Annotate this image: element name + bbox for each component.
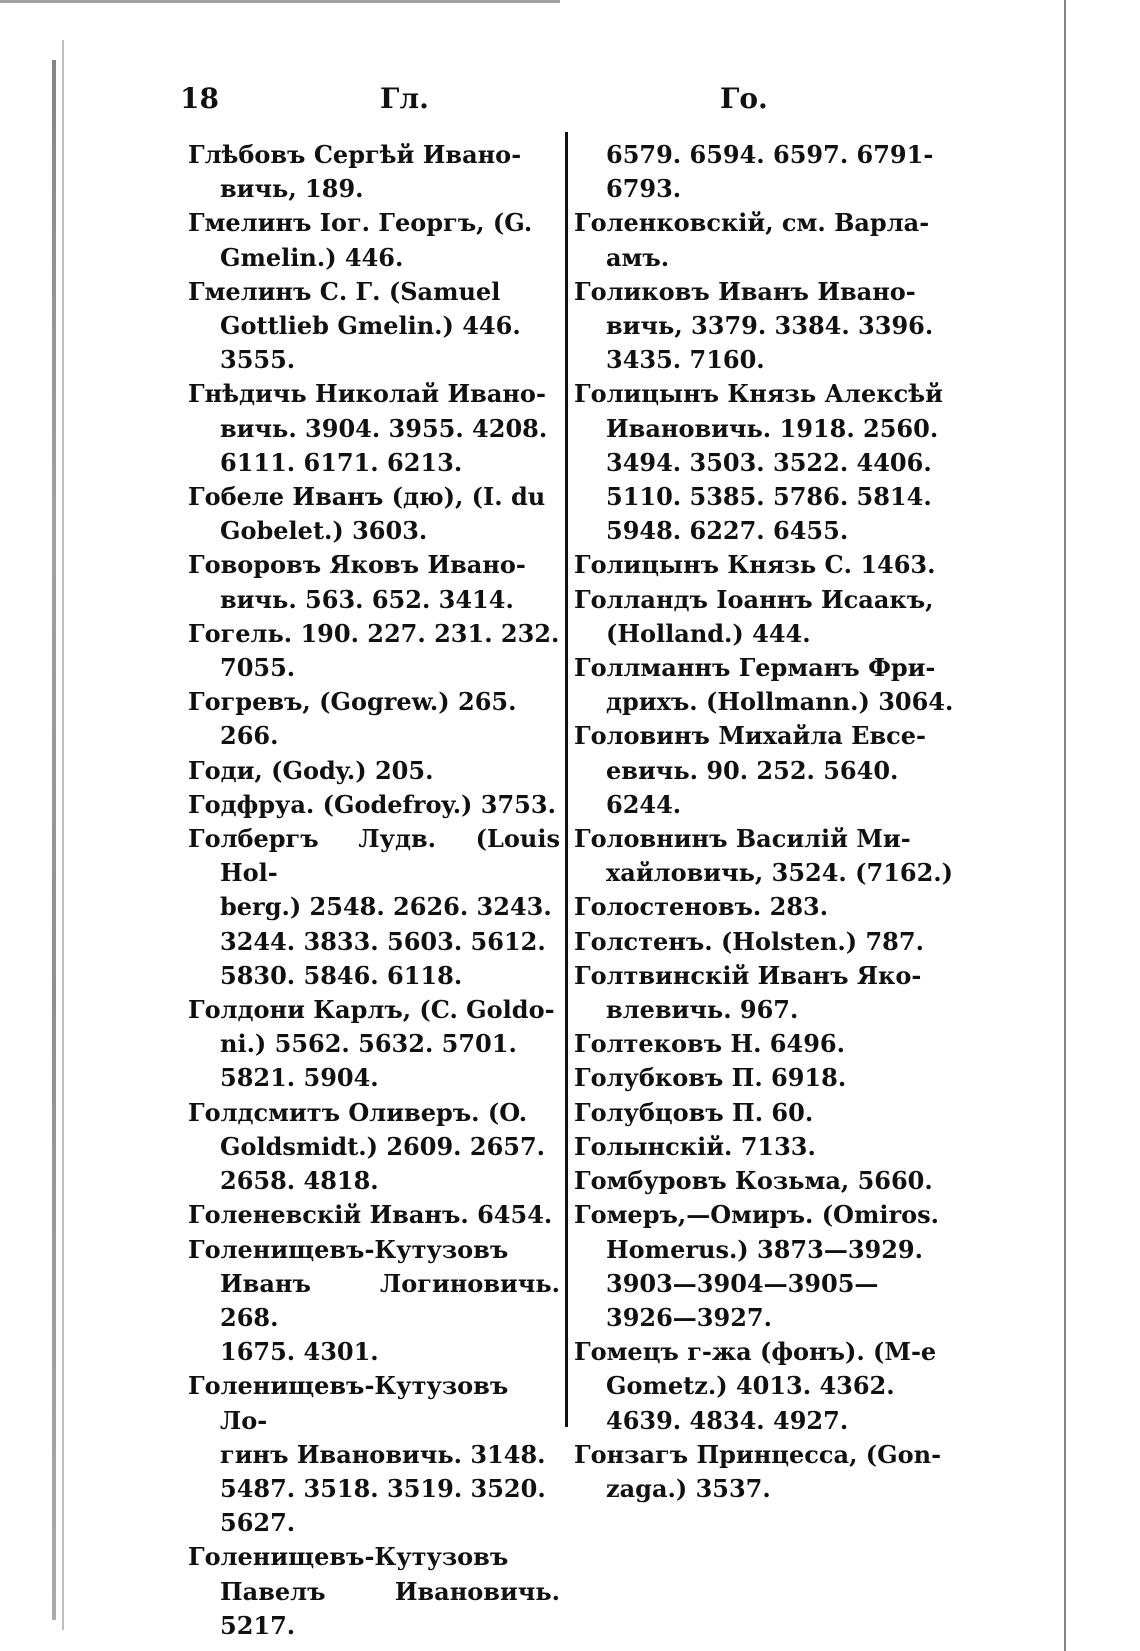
index-entry: [574, 1164, 954, 1198]
index-entry: [574, 548, 954, 582]
entry-line: Гогревъ, (Gogrew.) 265.: [188, 687, 517, 717]
entry-line: Gometz.) 4013. 4362.: [606, 1371, 895, 1401]
index-entry: [188, 138, 560, 206]
index-entry: [574, 959, 954, 1027]
entry-line: 7055.: [220, 653, 296, 683]
entry-line: вичь. 563. 652. 3414.: [220, 584, 514, 614]
running-head-left: Гл.: [380, 82, 429, 115]
index-entry: [574, 925, 954, 959]
index-entry: [574, 719, 954, 822]
entry-line: Голдсмитъ Оливеръ. (O.: [188, 1097, 528, 1127]
entry-line: гинъ Ивановичь. 3148.: [220, 1439, 546, 1469]
entry-line: zaga.) 3537.: [606, 1473, 771, 1503]
index-entry: [574, 890, 954, 924]
entry-line: Гмелинъ Іог. Георгъ, (G.: [188, 208, 533, 238]
entry-line: Голдони Карлъ, (C. Goldo-: [188, 995, 555, 1025]
entry-line: Homerus.) 3873—3929.: [606, 1234, 923, 1264]
index-entry: [574, 1335, 954, 1438]
entry-line: 3435. 7160.: [606, 345, 765, 375]
entry-line: Говоровъ Яковъ Ивано-: [188, 550, 526, 580]
entry-line: 5830. 5846. 6118.: [220, 960, 463, 990]
entry-line: влевичь. 967.: [606, 995, 799, 1025]
index-entry: [188, 1233, 560, 1370]
entry-line: вичь. 3904. 3955. 4208.: [220, 413, 548, 443]
entry-line: 3555.: [220, 345, 296, 375]
page-header: [180, 82, 960, 122]
entry-line: Голтвинскій Иванъ Яко-: [574, 960, 922, 990]
index-entry: [188, 548, 560, 616]
entry-line: 5948. 6227. 6455.: [606, 516, 849, 546]
entry-line: Голиковъ Иванъ Ивано-: [574, 276, 916, 306]
entry-line: Голенковскій, см. Варла-: [574, 208, 930, 238]
entry-line: Ивановичь. 1918. 2560.: [606, 413, 939, 443]
index-column-right: [574, 138, 954, 1506]
entry-line: Голенищевъ-Кутузовъ: [188, 1234, 509, 1264]
index-entry: [574, 1096, 954, 1130]
entry-line: Павелъ Ивановичь. 5217.: [220, 1576, 560, 1640]
index-entry: [188, 617, 560, 685]
page-number: 18: [180, 82, 219, 115]
index-entry: [574, 651, 954, 719]
index-entry: [574, 822, 954, 890]
entry-line: 6244.: [606, 789, 682, 819]
index-entry: [574, 206, 954, 274]
index-entry: [574, 275, 954, 378]
entry-line: евичь. 90. 252. 5640.: [606, 755, 899, 785]
entry-line: Иванъ Логиновичь. 268.: [220, 1268, 560, 1332]
index-entry: [188, 1096, 560, 1199]
entry-line: вичь, 189.: [220, 174, 364, 204]
scan-edge-left: [52, 60, 56, 1620]
entry-line: Годи, (Gody.) 205.: [188, 755, 434, 785]
entry-line: вичь, 3379. 3384. 3396.: [606, 311, 934, 341]
index-entry: [188, 993, 560, 1096]
index-entry: [574, 1198, 954, 1335]
index-entry: [188, 754, 560, 788]
entry-line: Голубковъ П. 6918.: [574, 1063, 847, 1093]
entry-line: Голостеновъ. 283.: [574, 892, 829, 922]
entry-line: 5627.: [220, 1508, 296, 1538]
scan-edge-right: [1064, 0, 1066, 1651]
entry-line: Гонзагъ Принцесса, (Gon-: [574, 1439, 942, 1469]
index-entry: [188, 377, 560, 480]
entry-line: (Holland.) 444.: [606, 618, 811, 648]
index-column-left: [188, 138, 560, 1643]
index-entry: [188, 1198, 560, 1232]
entry-line: Головинъ Михайла Евсе-: [574, 721, 926, 751]
column-divider: [565, 132, 568, 1427]
index-entry: [188, 788, 560, 822]
entry-line: 3926—3927.: [606, 1302, 772, 1332]
entry-line: Голбергъ Лудв. (Louis Hol-: [188, 824, 560, 888]
index-entry: [188, 685, 560, 753]
index-entry: [574, 1027, 954, 1061]
entry-line: Гомеръ,—Омиръ. (Omiros.: [574, 1200, 939, 1230]
entry-line: Голенищевъ-Кутузовъ Ло-: [188, 1371, 509, 1435]
entry-line: Голынскій. 7133.: [574, 1131, 816, 1161]
index-entry: [188, 1540, 560, 1643]
entry-line: 5487. 3518. 3519. 3520.: [220, 1473, 546, 1503]
index-entry: [574, 583, 954, 651]
entry-line: хайловичь, 3524. (7162.): [606, 858, 954, 888]
entry-line: 3903—3904—3905—: [606, 1268, 879, 1298]
entry-line: 5110. 5385. 5786. 5814.: [606, 482, 932, 512]
entry-line: дрихъ. (Hollmann.) 3064.: [606, 687, 954, 717]
index-entry: [574, 1130, 954, 1164]
entry-line: Гмелинъ С. Г. (Samuel: [188, 276, 501, 306]
entry-line: Гогель. 190. 227. 231. 232.: [188, 618, 560, 648]
entry-line: Голенищевъ-Кутузовъ: [188, 1542, 509, 1572]
running-head-right: Го.: [720, 82, 768, 115]
entry-line: Голстенъ. (Holsten.) 787.: [574, 926, 924, 956]
entry-line: 4639. 4834. 4927.: [606, 1405, 849, 1435]
entry-line: 6793.: [606, 174, 682, 204]
entry-line: 2658. 4818.: [220, 1166, 379, 1196]
index-entry: [574, 1438, 954, 1506]
entry-line: ni.) 5562. 5632. 5701.: [220, 1029, 517, 1059]
entry-line: Голицынъ Князь Алексѣй: [574, 379, 943, 409]
entry-line: 6579. 6594. 6597. 6791-: [606, 140, 934, 169]
entry-line: 3244. 3833. 5603. 5612.: [220, 926, 546, 956]
index-entry: [188, 822, 560, 993]
entry-line: Головнинъ Василій Ми-: [574, 824, 911, 854]
entry-line: Goldsmidt.) 2609. 2657.: [220, 1131, 546, 1161]
index-entry: [188, 206, 560, 274]
entry-line: Голицынъ Князь С. 1463.: [574, 550, 936, 580]
entry-line: Гобеле Иванъ (дю), (I. du: [188, 482, 546, 512]
scan-edge-top: [0, 0, 560, 3]
entry-line: Гомецъ г-жа (фонъ). (M-e: [574, 1337, 937, 1367]
entry-line: Gmelin.) 446.: [220, 242, 404, 272]
entry-line: Гнѣдичь Николай Ивано-: [188, 379, 546, 409]
entry-line: Глѣбовъ Сергѣй Ивано-: [188, 140, 522, 169]
entry-line: Голеневскій Иванъ. 6454.: [188, 1200, 553, 1230]
entry-line: 6111. 6171. 6213.: [220, 447, 463, 477]
index-entry: [188, 480, 560, 548]
entry-line: амъ.: [606, 242, 670, 272]
index-entry: [574, 1061, 954, 1095]
entry-line: Gottlieb Gmelin.) 446.: [220, 311, 521, 341]
index-entry: [188, 1369, 560, 1540]
entry-line: Gobelet.) 3603.: [220, 516, 428, 546]
entry-line: 3494. 3503. 3522. 4406.: [606, 447, 932, 477]
entry-line: Голтековъ Н. 6496.: [574, 1029, 845, 1059]
entry-line: Голландъ Іоаннъ Исаакъ,: [574, 584, 934, 614]
entry-line: Голубцовъ П. 60.: [574, 1097, 814, 1127]
entry-line: Голлманнъ Германъ Фри-: [574, 653, 936, 683]
entry-line: 266.: [220, 721, 279, 751]
index-entry: [606, 138, 954, 206]
entry-line: Гомбуровъ Козьма, 5660.: [574, 1166, 933, 1196]
entry-line: berg.) 2548. 2626. 3243.: [220, 892, 552, 922]
entry-line: 5821. 5904.: [220, 1063, 379, 1093]
scan-edge-left-inner: [62, 40, 64, 1630]
entry-line: Годфруа. (Godefroy.) 3753.: [188, 789, 556, 819]
index-entry: [188, 275, 560, 378]
entry-line: 1675. 4301.: [220, 1337, 379, 1367]
index-entry: [574, 377, 954, 548]
